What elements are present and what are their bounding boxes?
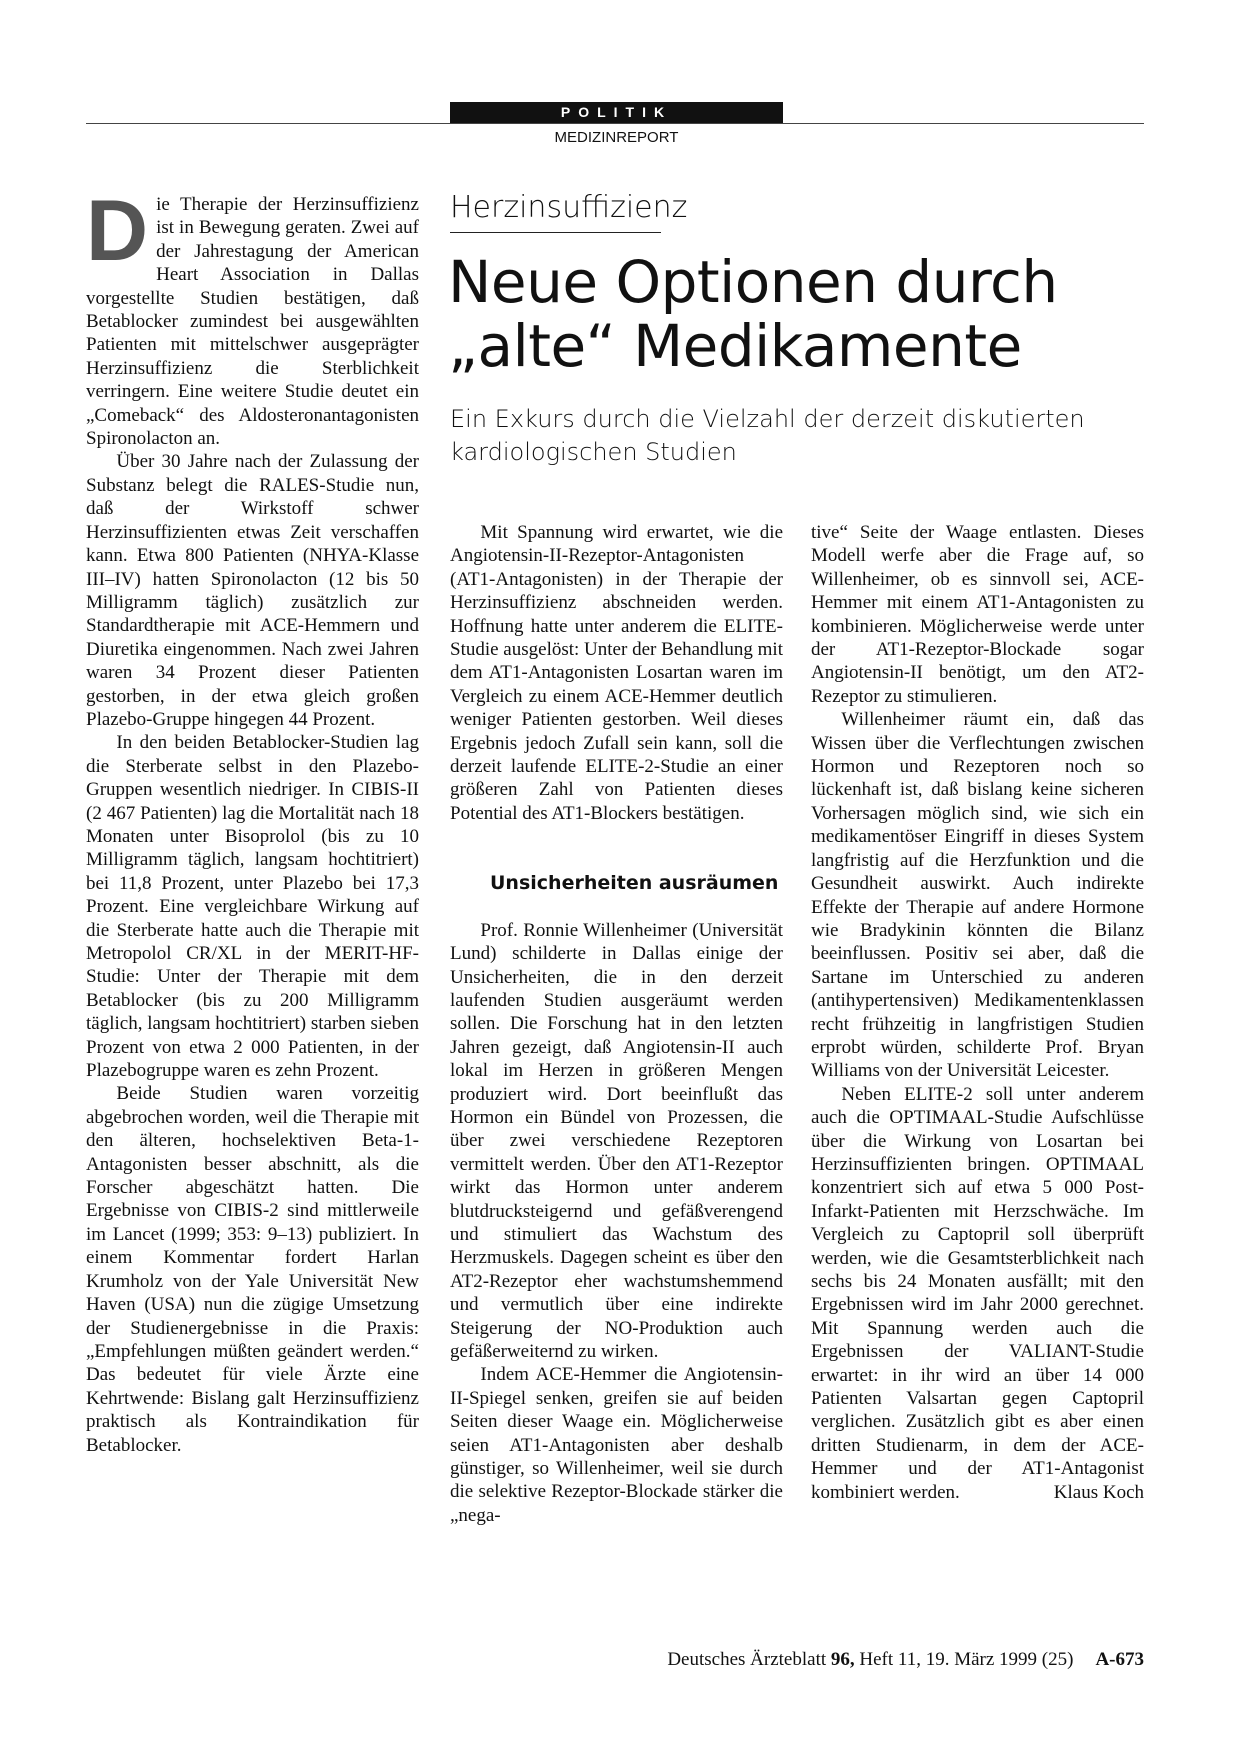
paragraph: Prof. Ronnie Willenheimer (Universität Lund) schilderte in Dallas einige der Unsicherheiten, die in den derzeit laufenden Studien ausgeräumt werden sollen. Die Forschung hat in den letzten Jahren gezeigt, daß Angiotensin-II auch lokal im Herzen in größeren Mengen produziert wird. Dort beeinflußt das Hormon ein Bündel von Prozessen, die über zwei verschiedene Rezeptoren vermittelt werden. Über den AT1-Rezeptor wirkt das Hormon unter anderem blutdrucksteigernd und gefäßverengend und stimuliert das Wachstum des Herzmuskels. Dagegen scheint es über den AT2-Rezeptor eher wachstumshemmend und vermutlich über eine indirekte Steigerung der NO-Produktion auch gefäßerweiternd zu wirken. — [450, 919, 783, 1362]
column-3 — [811, 521, 1144, 1504]
column-1 — [86, 183, 419, 1457]
journal-volume: 96, — [830, 1649, 855, 1670]
article-headline: Neue Optionen durch „alte“ Medikamente — [448, 248, 1058, 380]
column-2 — [450, 521, 783, 1527]
section-label: POLITIK — [450, 102, 783, 123]
paragraph: Beide Studien waren vorzeitig abgebrochen worden, weil die Therapie mit den älteren, hochselektiven Beta-1-Antagonisten besser abschnitt, als die Forscher abgeschätzt hatten. Die Ergebnisse von CIBIS-2 sind mittlerweile im Lancet (1999; 353: 9–13) publiziert. In einem Kommentar fordert Harlan Krumholz von der Yale Universität New Haven (USA) nun die zügige Umsetzung der Studienergebnisse in die Praxis: „Empfehlungen müßten geändert werden.“ Das bedeutet für viele Ärzte eine Kehrtwende: Bislang galt Herzinsuffizienz praktisch als Kontraindikation für Betablocker. — [86, 1083, 419, 1456]
paragraph: Neben ELITE-2 soll unter anderem auch die OPTIMAAL-Studie Aufschlüsse über die Wirkung von Losartan bei Herzinsuffizienten bringen. OPTIMAAL konzentriert sich auf etwa 5 000 Post-Infarkt-Patienten mit Herzschwäche. Im Vergleich zu Captopril soll überprüft werden, wie die Gesamtsterblichkeit nach sechs bis 24 Monaten ausfällt; mit den Ergebnissen wird im Jahr 2000 gerechnet. Mit Spannung werden auch die Ergebnissen der VALIANT-Studie erwartet: in ihr wird an über 14 000 Patienten Valsartan gegen Captopril verglichen. Zusätzlich gibt es aber einen dritten Studienarm, in dem der ACE-Hemmer und der AT1-Antagonist kombiniert werden. Klaus Koch — [811, 1083, 1144, 1503]
drop-cap: D — [86, 183, 149, 279]
article-kicker: Herzinsuffizienz — [450, 190, 688, 225]
header-rule — [86, 123, 1144, 124]
paragraph: Indem ACE-Hemmer die Angiotensin-II-Spiegel senken, greifen sie auf beiden Seiten dieser Waage ein. Möglicherweise seien AT1-Antagonisten aber deshalb günstiger, so Willenheimer, weil sie durch die selektive Rezeptor-Blockade stärker die „nega- — [450, 1364, 783, 1526]
kicker-rule — [450, 232, 661, 233]
issue-info: Heft 11, 19. März 1999 (25) — [854, 1649, 1074, 1670]
paragraph: tive“ Seite der Waage entlasten. Dieses Modell werfe aber die Frage auf, so Willenheimer, ob es sinnvoll sei, ACE-Hemmer mit einem AT1-Antagonisten zu kombinieren. Möglicherweise werde unter der AT1-Rezeptor-Blockade sogar Angiotensin-II benötigt, um den AT2-Rezeptor zu stimulieren. — [811, 522, 1144, 707]
article-deck: Ein Exkurs durch die Vielzahl der derzeit diskutierten kardiologischen Studien — [450, 405, 1085, 466]
intro-paragraph: Die Therapie der Herzinsuffizienz ist in Bewegung geraten. Zwei auf der Jahrestagung der American Heart Association in Dallas vorgestellte Studien bestätigen, daß Betablocker zumindest bei ausgewählten Patienten mit mittelschwer ausgeprägter Herzinsuffizienz die Sterblichkeit verringern. Eine weitere Studie deutet ein „Comeback“ des Aldosteronantagonisten Spironolacton an. — [86, 183, 419, 450]
page-number: A-673 — [1095, 1649, 1144, 1670]
paragraph: Mit Spannung wird erwartet, wie die Angiotensin-II-Rezeptor-Antagonisten (AT1-Antagonisten) in der Therapie der Herzinsuffizienz abschneiden werden. Hoffnung hatte unter anderem die ELITE-Studie ausgelöst: Unter der Behandlung mit dem AT1-Antagonisten Losartan waren im Vergleich zu einem ACE-Hemmer deutlich weniger Patienten gestorben. Weil dieses Ergebnis jedoch Zufall sein kann, soll die derzeit laufende ELITE-2-Studie an einer größeren Zahl von Patienten dieses Potential des AT1-Blockers bestätigen. — [450, 522, 783, 824]
section-subheading: Unsicherheiten ausräumen — [490, 872, 779, 895]
subsection-label: MEDIZINREPORT — [554, 129, 679, 146]
author-byline: Klaus Koch — [1053, 1481, 1144, 1503]
paragraph: In den beiden Betablocker-Studien lag die Sterberate selbst in den Plazebo-Gruppen wesentlich niedriger. In CIBIS-II (2 467 Patienten) lag die Mortalität nach 18 Monaten unter Bisoprolol (bis zu 10 Milligramm täglich, langsam hochtitriert) bei 11,8 Prozent, unter Plazebo bei 17,3 Prozent. Eine vergleichbare Wirkung auf die Sterberate hatte auch die Therapie mit Metropolol CR/XL in der MERIT-HF-Studie: Unter der Therapie mit dem Betablocker (bis zu 200 Milligramm täglich, langsam hochtitriert) starben sieben Prozent von etwa 2 000 Patienten, in der Plazebogruppe waren es zehn Prozent. — [86, 732, 419, 1082]
journal-name: Deutsches Ärzteblatt — [667, 1649, 831, 1670]
paragraph: Über 30 Jahre nach der Zulassung der Substanz belegt die RALES-Studie nun, daß der Wirkstoff schwer Herzinsuffizienten etwas Zeit verschaffen kann. Etwa 800 Patienten (NHYA-Klasse III–IV) hatten Spironolacton (12 bis 50 Milligramm täglich) zusätzlich zur Standardtherapie mit ACE-Hemmern und Diuretika eingenommen. Nach zwei Jahren waren 34 Prozent dieser Patienten gestorben, in der etwa gleich großen Plazebo-Gruppe hingegen 44 Prozent. — [86, 451, 419, 730]
page-footer — [86, 1648, 1144, 1672]
paragraph: Willenheimer räumt ein, daß das Wissen über die Verflechtungen zwischen Hormon und Rezeptoren noch so lückenhaft ist, daß bislang keine sicheren Vorhersagen möglich sind, wie sich ein medikamentöser Eingriff in dieses System langfristig auf die Herzfunktion und die Gesundheit auswirkt. Auch indirekte Effekte der Therapie auf andere Hormone wie Bradykinin könnten die Bilanz beeinflussen. Positiv sei aber, daß die Sartane im Unterschied zu anderen (antihypertensiven) Medikamentenklassen recht frühzeitig in langfristigen Studien erprobt würden, schilderte Prof. Bryan Williams von der Universität Leicester. — [811, 709, 1144, 1082]
